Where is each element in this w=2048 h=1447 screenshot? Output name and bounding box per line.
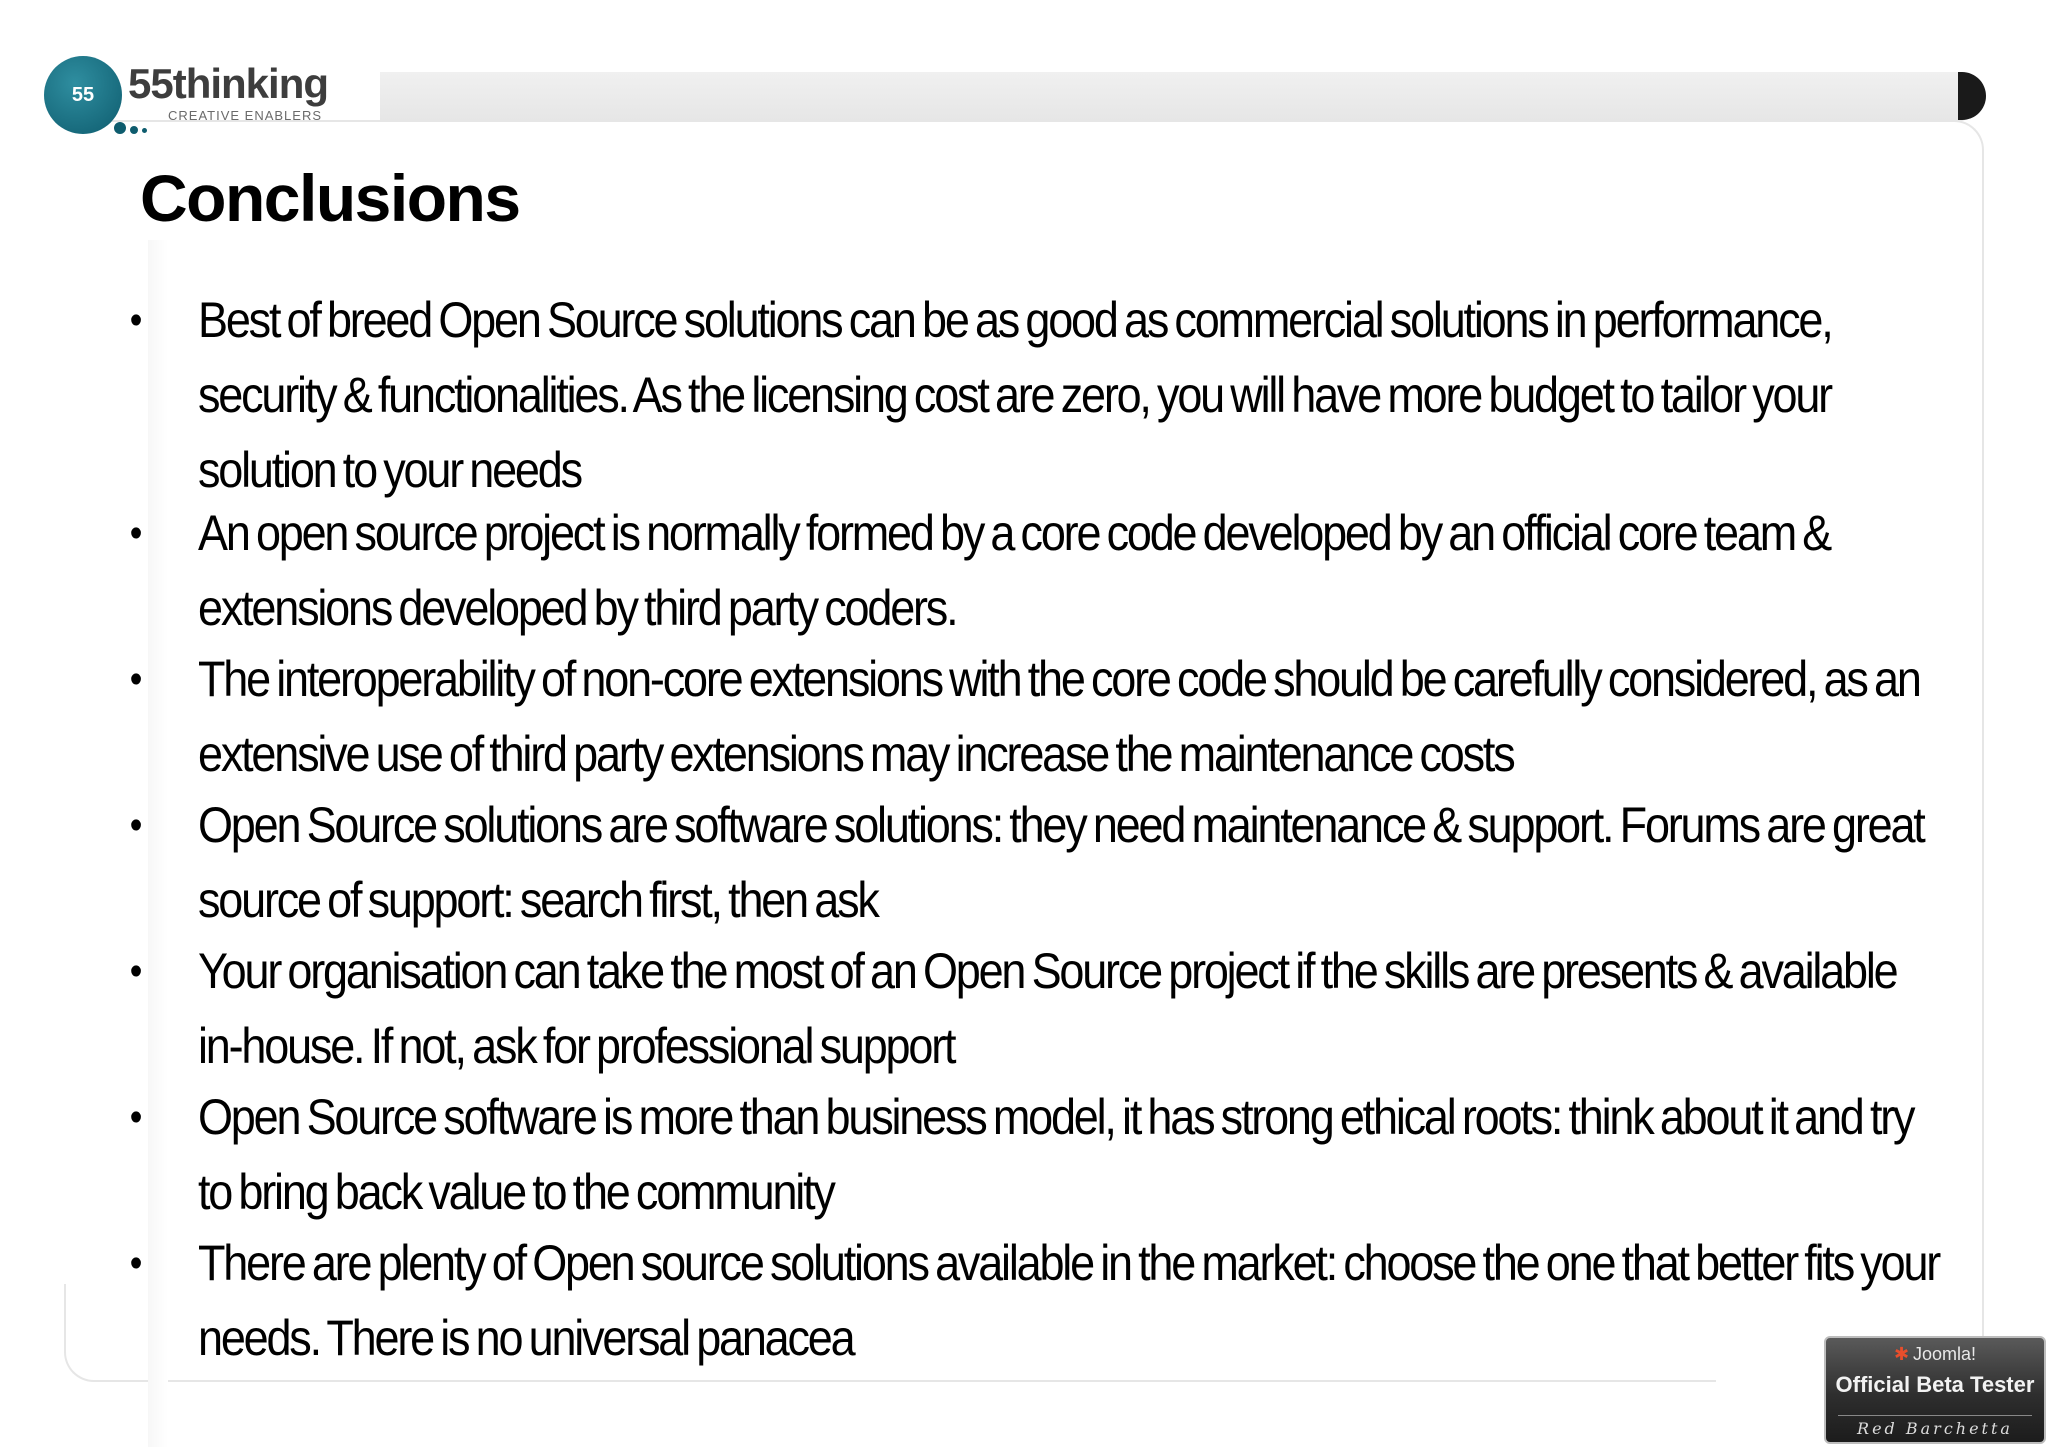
logo-name: 55thinking [128, 60, 329, 107]
header-bar [380, 72, 1980, 122]
list-item-text: An open source project is normally formed by a core code developed by an official core team & extensions developed by third party coders. [198, 503, 1831, 637]
bullet-icon: • [129, 1093, 141, 1140]
badge-title: Official Beta Tester [1835, 1372, 2035, 1397]
list-item-text: There are plenty of Open source solutions available in the market: choose the one that better fits your needs. There is no universal panacea [198, 1233, 1940, 1367]
list-item [120, 495, 1940, 645]
conclusion-list [120, 282, 1940, 1371]
bullet-icon: • [129, 655, 141, 702]
logo-dot-icon [114, 122, 126, 134]
joomla-logo-icon: ✱ [1893, 1344, 1910, 1364]
list-item [120, 641, 1940, 791]
bullet-icon: • [129, 1239, 141, 1286]
logo-dot-icon [130, 126, 138, 134]
logo-badge-icon [44, 56, 122, 134]
list-item [120, 787, 1940, 937]
list-item-text: Open Source solutions are software solutions: they need maintenance & support. Forums are great source of support: search first, then ask [198, 795, 1924, 929]
logo-badge-number: 55 [71, 83, 95, 106]
bullet-icon: • [129, 296, 141, 343]
badge-brand-text: Joomla! [1913, 1344, 1977, 1364]
list-item-text: The interoperability of non-core extensions with the core code should be carefully considered, as an extensive use of third party extensions may increase the maintenance costs [198, 649, 1920, 783]
list-item-text: Open Source software is more than business model, it has strong ethical roots: think about it and try to bring back value to the community [198, 1087, 1914, 1221]
header-bar-end-cap [1958, 72, 1986, 120]
list-item-text: Your organisation can take the most of an Open Source project if the skills are presents & available in-house. If not, ask for professional support [198, 941, 1897, 1075]
bullet-icon: • [129, 801, 141, 848]
list-item-text: Best of breed Open Source solutions can be as good as commercial solutions in performance, security & functionalities. As the licensing cost are zero, you will have more budget to tailor your solution to your needs [198, 290, 1832, 499]
list-item [120, 1225, 1940, 1375]
badge-signature: Red Barchetta [1857, 1419, 2013, 1438]
beta-tester-badge [1824, 1336, 2046, 1444]
badge-brand [1826, 1344, 2044, 1365]
bullet-icon: • [129, 947, 141, 994]
logo-dot-icon [142, 128, 147, 133]
list-item [120, 1079, 1940, 1229]
slide-title: Conclusions [140, 161, 520, 235]
badge-divider [1838, 1415, 2032, 1416]
logo-tagline: CREATIVE ENABLERS [168, 108, 323, 123]
bullet-icon: • [129, 509, 141, 556]
company-logo [38, 52, 358, 142]
list-item [120, 282, 1940, 507]
list-item [120, 933, 1940, 1083]
